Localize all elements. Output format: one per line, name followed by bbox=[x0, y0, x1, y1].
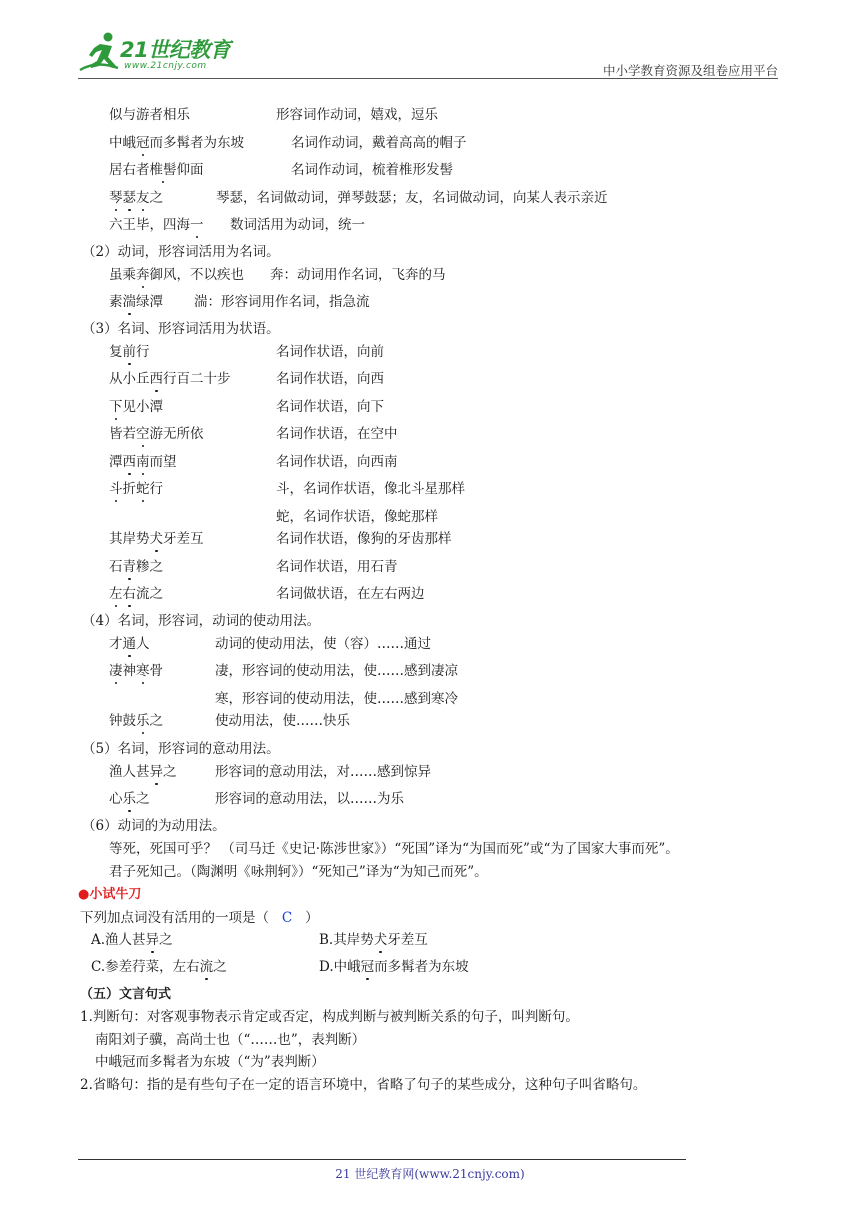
example-text: 斗折蛇行 bbox=[109, 481, 163, 497]
example-text: 凄神寒骨 bbox=[109, 663, 163, 679]
subsection-heading: （5）名词，形容词的意动用法。 bbox=[82, 741, 280, 757]
example-text: 左右流之 bbox=[109, 586, 163, 602]
header-platform-name: 中小学教育资源及组卷应用平台 bbox=[602, 63, 778, 78]
page-header bbox=[78, 28, 778, 80]
quiz-option-d: D.中峨冠而多髯者为东坡 bbox=[319, 959, 469, 975]
example-text: 渔人甚异之 bbox=[109, 764, 177, 780]
example-text: 复前行 bbox=[109, 344, 150, 360]
example-text: 才通人 bbox=[109, 636, 150, 652]
explanation-text: 凄，形容词的使动用法，使……感到凄凉 bbox=[215, 663, 458, 679]
footer-divider bbox=[78, 1159, 686, 1160]
subsection-heading: （3）名词、形容词活用为状语。 bbox=[82, 321, 280, 337]
explanation-text: 蛇，名词作状语，像蛇那样 bbox=[276, 509, 438, 525]
header-divider bbox=[78, 78, 778, 79]
explanation-text: 数词活用为动词，统一 bbox=[230, 217, 365, 233]
explanation-text: 湍：形容词用作名词，指急流 bbox=[194, 294, 370, 310]
explanation-text: 名词作状语，像狗的牙齿那样 bbox=[276, 531, 452, 547]
explanation-text: 形容词作动词，嬉戏，逗乐 bbox=[276, 107, 438, 123]
quiz-answer: C bbox=[281, 910, 293, 926]
explanation-text: 斗，名词作状语，像北斗星那样 bbox=[276, 481, 465, 497]
subsection-heading: （6）动词的为动用法。 bbox=[82, 818, 226, 834]
explanation-text: 名词作状语，用石青 bbox=[276, 559, 398, 575]
quiz-option-b: B.其岸势犬牙差互 bbox=[319, 932, 428, 948]
example-text: 等死，死国可乎？ （司马迁《史记·陈涉世家》）“死国”译为“为国而死”或“为了国家大事而死”。 bbox=[109, 841, 679, 857]
section-line: 2.省略句：指的是有些句子在一定的语言环境中，省略了句子的某些成分，这种句子叫省略句。 bbox=[80, 1077, 647, 1093]
example-text: 中峨冠而多髯者为东坡 bbox=[109, 135, 244, 151]
section-line: 南阳刘子骥，高尚士也（“……也”，表判断） bbox=[95, 1032, 366, 1048]
section-line: 中峨冠而多髯者为东坡（“为”表判断） bbox=[95, 1054, 325, 1070]
example-text: 潭西南而望 bbox=[109, 454, 177, 470]
question-text: 下列加点词没有活用的一项是（ bbox=[80, 910, 269, 926]
example-text: 六王毕，四海一 bbox=[109, 217, 204, 233]
quiz-title: ●小试牛刀 bbox=[78, 887, 142, 902]
section-line: 1.判断句：对客观事物表示肯定或否定，构成判断与被判断关系的句子，叫判断句。 bbox=[80, 1009, 579, 1025]
subsection-heading: （2）动词，形容词活用为名词。 bbox=[82, 244, 280, 260]
logo-url: www.21cnjy.com bbox=[124, 61, 207, 71]
explanation-text: 名词作状语，向西南 bbox=[276, 454, 398, 470]
section-heading: （五）文言句式 bbox=[80, 987, 172, 1002]
quiz-option-c: C.参差荇菜，左右流之 bbox=[91, 959, 227, 975]
example-text: 居右者椎髻仰面 bbox=[109, 162, 204, 178]
example-text: 心乐之 bbox=[109, 791, 150, 807]
explanation-text: 名词作状语，向前 bbox=[276, 344, 384, 360]
explanation-text: 形容词的意动用法，以……为乐 bbox=[215, 791, 404, 807]
quiz-option-a: A.渔人甚异之 bbox=[91, 932, 173, 948]
explanation-text: 动词的使动用法，使（容）……通过 bbox=[215, 636, 431, 652]
example-text: 从小丘西行百二十步 bbox=[109, 371, 231, 387]
subsection-heading: （4）名词，形容词，动词的使动用法。 bbox=[82, 613, 321, 629]
explanation-text: 名词作动词，梳着椎形发髻 bbox=[291, 162, 453, 178]
explanation-text: 奔：动词用作名词，飞奔的马 bbox=[270, 267, 446, 283]
example-text: 君子死知己。（陶渊明《咏荆轲》）“死知己”译为“为知己而死”。 bbox=[109, 864, 488, 880]
explanation-text: 名词作状语，在空中 bbox=[276, 426, 398, 442]
explanation-text: 形容词的意动用法，对……感到惊异 bbox=[215, 764, 431, 780]
example-text: 石青糁之 bbox=[109, 559, 163, 575]
example-text: 素湍绿潭 bbox=[109, 294, 163, 310]
quiz-question bbox=[80, 909, 319, 927]
explanation-text: 名词做状语，在左右两边 bbox=[276, 586, 425, 602]
logo bbox=[78, 28, 248, 78]
runner-logo-icon bbox=[78, 30, 126, 74]
example-text: 似与游者相乐 bbox=[109, 107, 190, 123]
example-text: 其岸势犬牙差互 bbox=[109, 531, 204, 547]
explanation-text: 名词作状语，向西 bbox=[276, 371, 384, 387]
footer-text: 21 世纪教育网(www.21cnjy.com) bbox=[335, 1167, 525, 1181]
example-text: 下见小潭 bbox=[109, 399, 163, 415]
explanation-text: 寒，形容词的使动用法，使……感到寒冷 bbox=[215, 691, 458, 707]
example-text: 皆若空游无所依 bbox=[109, 426, 204, 442]
question-end: ） bbox=[305, 910, 319, 926]
example-text: 钟鼓乐之 bbox=[109, 713, 163, 729]
explanation-text: 琴瑟，名词做动词，弹琴鼓瑟；友，名词做动词，向某人表示亲近 bbox=[216, 190, 608, 206]
explanation-text: 使动用法，使……快乐 bbox=[215, 713, 350, 729]
explanation-text: 名词作动词，戴着高高的帽子 bbox=[291, 135, 467, 151]
example-text: 琴瑟友之 bbox=[109, 190, 163, 206]
explanation-text: 名词作状语，向下 bbox=[276, 399, 384, 415]
logo-text: 21世纪教育 bbox=[120, 38, 231, 62]
example-text: 虽乘奔御风，不以疾也 bbox=[109, 267, 244, 283]
